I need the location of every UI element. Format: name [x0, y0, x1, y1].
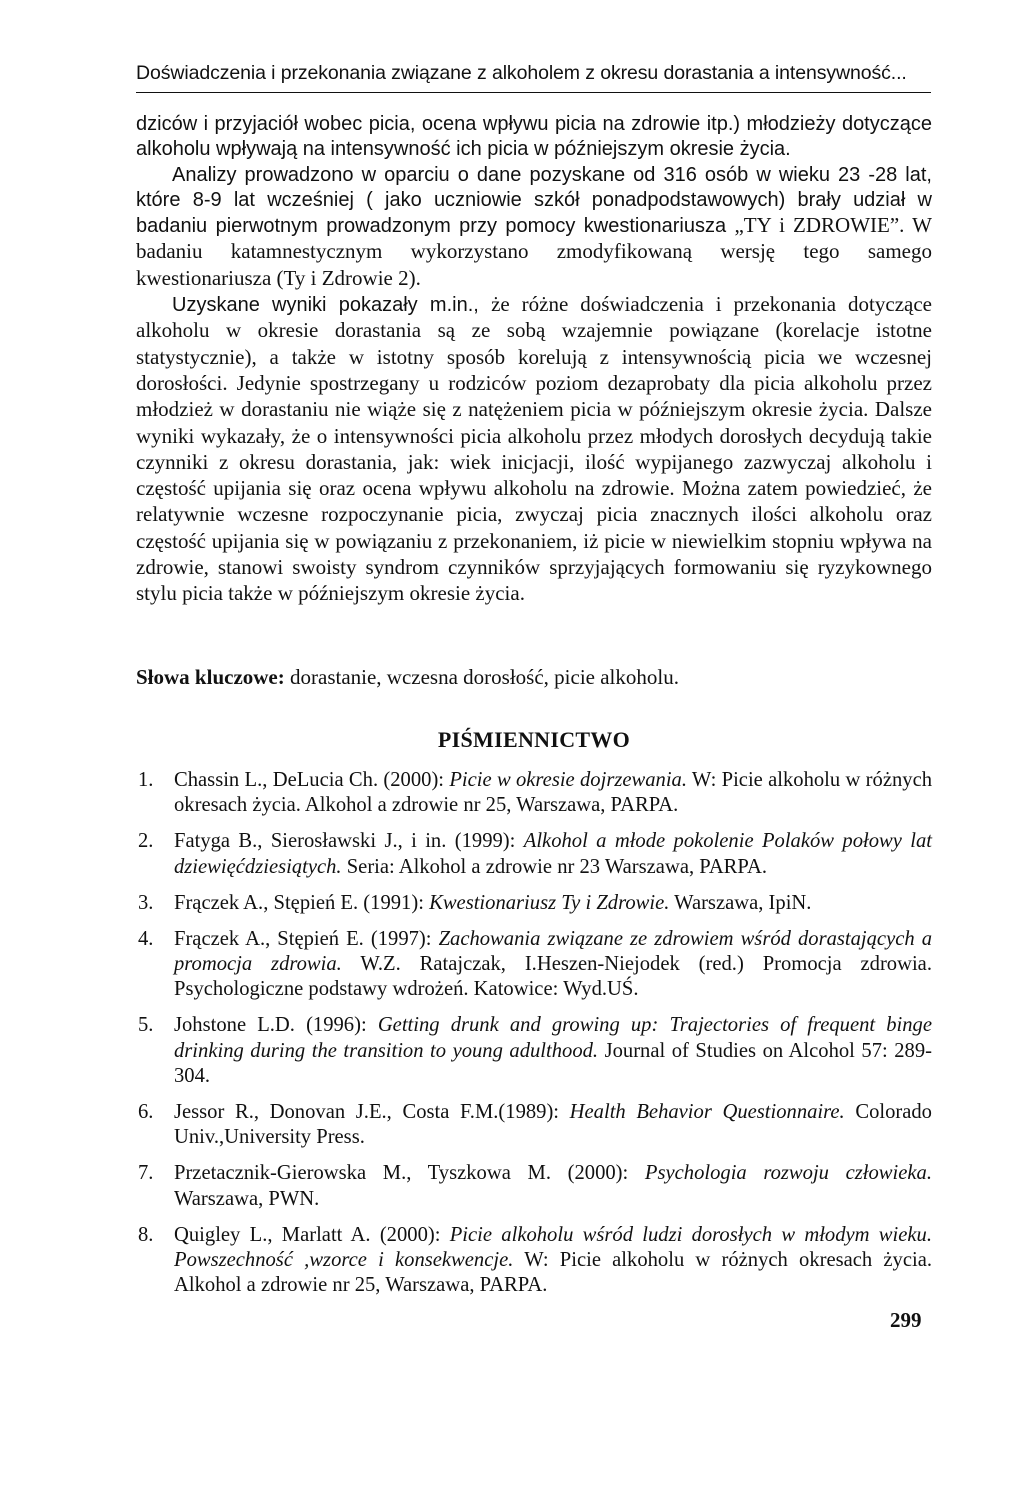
abstract-paragraph-2-part-a: Analizy prowadzono w oparciu o dane pozyskane od 316 osób w wieku 23 -28 lat, które 8-9 lat wcześniej ( jako uczniowie szkół ponadpodstawowych) brały udział w badaniu pierwotnym prowadzonym przy pomocy kwestionariusza	[136, 163, 932, 238]
reference-item	[136, 891, 932, 916]
abstract-text	[136, 112, 932, 608]
reference-number: 6.	[138, 1100, 154, 1123]
reference-details: W.Z. Ratajczak, I.Heszen-Niejodek (red.) Promocja zdrowia. Psychologiczne podstawy wdrożeń. Katowice: Wyd.UŚ.	[174, 952, 932, 1001]
reference-item	[136, 927, 932, 1003]
reference-number: 2.	[138, 830, 154, 853]
reference-authors: Jessor R., Donovan J.E., Costa F.M.(1989):	[174, 1100, 570, 1123]
reference-number: 4.	[138, 927, 154, 950]
reference-title: Kwestionariusz Ty i Zdrowie.	[429, 891, 670, 914]
reference-authors: Fatyga B., Sierosławski J., i in. (1999):	[174, 830, 524, 853]
reference-item	[136, 1161, 932, 1212]
reference-item	[136, 1100, 932, 1151]
reference-item	[136, 1223, 932, 1299]
references-heading: PIŚMIENNICTWO	[437, 727, 631, 752]
keywords-label: Słowa kluczowe:	[136, 665, 285, 689]
reference-title: Psychologia rozwoju człowieka.	[644, 1162, 932, 1185]
reference-item	[136, 768, 932, 819]
reference-number: 8.	[138, 1223, 154, 1246]
abstract-paragraph-3-part-a: Uzyskane wyniki pokazały m.in.,	[172, 294, 492, 317]
reference-authors: Chassin L., DeLucia Ch. (2000):	[174, 769, 450, 791]
reference-title: Getting drunk and growing up: Trajectories of frequent binge drinking during the transition to young adulthood.	[174, 1014, 932, 1062]
reference-number: 1.	[138, 769, 154, 791]
abstract-paragraph-3	[136, 292, 932, 608]
reference-details: Colorado Univ.,University Press.	[174, 1100, 932, 1149]
abstract-paragraph-1: dziców i przyjaciół wobec picia, ocena wpływu picia na zdrowie itp.) młodzieży dotyczące alkoholu wpływają na intensywność ich picia w późniejszym okresie życia.	[136, 113, 932, 161]
reference-details: W: Picie alkoholu w różnych okresach życia. Alkohol a zdrowie nr 25, Warszawa, PARPA.	[174, 1249, 933, 1297]
reference-details: Journal of Studies on Alcohol 57: 289-304.	[174, 1039, 932, 1088]
reference-item	[136, 829, 932, 880]
abstract-paragraph-3-part-b: że różne doświadczenia i przekonania dotyczące alkoholu w okresie dorastania są ze sobą wzajemnie powiązane (korelacje istotne statystycznie), a także w istotny sposób korelują z intensywnością picia we wczesnej dorosłości. Jedynie spostrzegany u rodziców poziom dezaprobaty dla picia alkoholu przez młodzież w dorastaniu nie wiąże się z natężeniem picia w późniejszym okresie życia. Dalsze wyniki wykazały, że o intensywności picia alkoholu przez młodych dorosłych decydują takie czynniki z okresu dorastania, jak: wiek inicjacji, ilość wypijanego zazwyczaj alkoholu i częstość upijania się oraz ocena wpływu alkoholu na zdrowie. Można zatem powiedzieć, że relatywnie wczesne rozpoczynanie picia, zwyczaj picia znacznych ilości alkoholu oraz częstość upijania się w powiązaniu z przekonaniem, iż picie w niewielkim stopniu wpływa na zdrowie, stanowi swoisty syndrom czynników sprzyjających formowaniu się ryzykownego stylu picia także w późniejszym okresie życia.	[136, 292, 932, 606]
header-rule	[136, 92, 931, 93]
keywords	[136, 664, 932, 690]
reference-authors: Johstone L.D. (1996):	[174, 1014, 378, 1037]
page-number: 299	[890, 1308, 922, 1332]
abstract-paragraph-2	[136, 163, 932, 292]
reference-authors: Frączek A., Stępień E. (1991):	[174, 891, 430, 914]
reference-title: Alkohol a młode pokolenie Polaków połowy lat dziewięćdziesiątych.	[174, 830, 932, 878]
reference-authors: Frączek A., Stępień E. (1997):	[174, 927, 439, 950]
reference-details: Seria: Alkohol a zdrowie nr 23 Warszawa, PARPA.	[341, 855, 768, 878]
reference-title: Picie alkoholu wśród ludzi dorosłych w młodym wieku. Powszechność ,wzorce i konsekwencje.	[174, 1223, 932, 1271]
reference-title: Picie w okresie dojrzewania.	[449, 769, 687, 791]
reference-number: 7.	[138, 1162, 154, 1185]
reference-details: W: Picie alkoholu w różnych okresach życia. Alkohol a zdrowie nr 25, Warszawa, PARPA.	[174, 769, 933, 817]
reference-title: Zachowania związane ze zdrowiem wśród dorastających a promocja zdrowia.	[174, 927, 932, 975]
reference-details: Warszawa, IpiN.	[669, 891, 812, 914]
running-head: Doświadczenia i przekonania związane z alkoholem z okresu dorastania a intensywność...	[136, 62, 907, 84]
abstract-paragraph-2-part-b: „TY i ZDROWIE”. W badaniu katamnestycznym wykorzystano zmodyfikowaną wersję tego samego kwestionariusza (Ty i Zdrowie 2).	[136, 213, 932, 290]
reference-authors: Quigley L., Marlatt A. (2000):	[174, 1223, 450, 1246]
reference-item	[136, 1013, 932, 1089]
keywords-text: dorastanie, wczesna dorosłość, picie alkoholu.	[284, 665, 679, 689]
reference-number: 5.	[138, 1014, 154, 1037]
reference-details: Warszawa, PWN.	[174, 1187, 320, 1210]
reference-title: Health Behavior Questionnaire.	[569, 1100, 845, 1123]
references-list	[136, 768, 932, 1309]
reference-number: 3.	[138, 891, 154, 914]
reference-authors: Przetacznik-Gierowska M., Tyszkowa M. (2000):	[174, 1162, 645, 1185]
